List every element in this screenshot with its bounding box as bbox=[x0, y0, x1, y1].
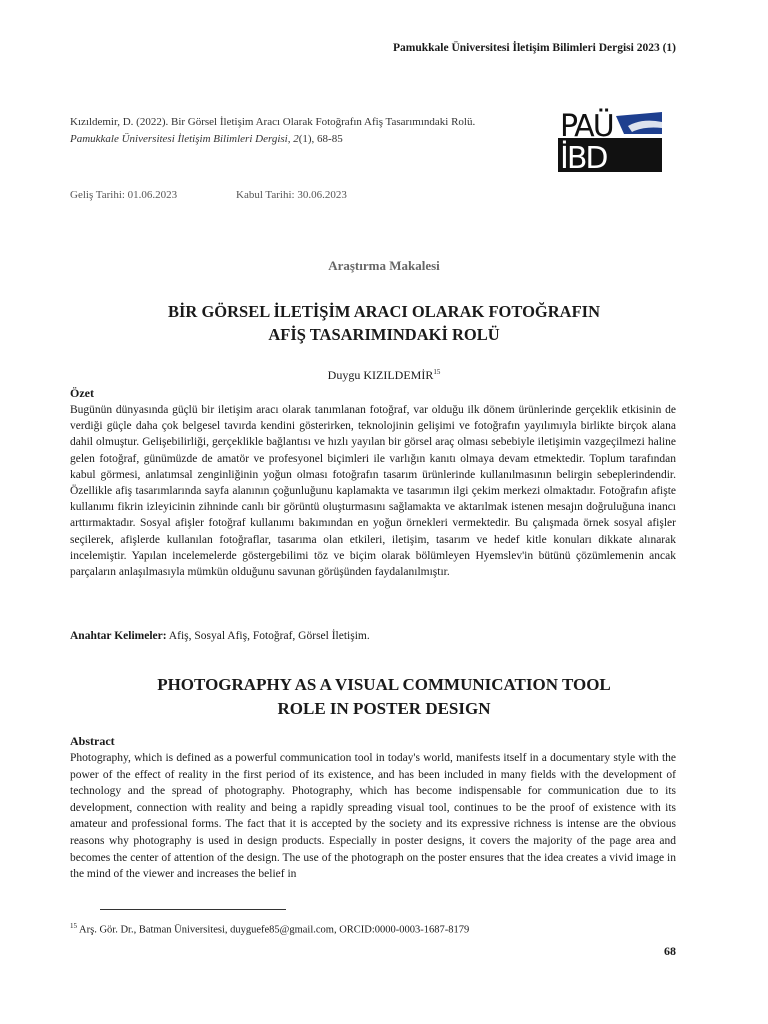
title-tr-line2: AFİŞ TASARIMINDAKİ ROLÜ bbox=[268, 325, 500, 344]
title-tr-line1: BİR GÖRSEL İLETİŞİM ARACI OLARAK FOTOĞRAFIN bbox=[168, 302, 600, 321]
logo-bottom-text: İBD bbox=[560, 141, 607, 172]
abstract-text: Photography, which is defined as a powerful communication tool in today's world, manifests itself in a documentary style with the power of the effect of reality in the first period of its existence, and has been included in many fields with the development of technology and the spread of photography. Photography, which has become indispensable for communication due to its development, connection with reality and being a rapidly spreading visual tool, continues to be the proof of existence with its amateur and professional forms. The fact that it is accepted by the society and its expressive richness is intense are the obvious reasons why photography is used in design products. Especially in poster designs, it covers the majority of the page area and becomes the center of attention of the design. The use of the photograph on the poster ensures that the idea creates a vivid image in the mind of the viewer and increases the belief in bbox=[70, 752, 676, 881]
author-name: Duygu KIZILDEMİR bbox=[327, 368, 434, 382]
footnote-mark: 15 bbox=[70, 922, 77, 930]
accepted-date: Kabul Tarihi: 30.06.2023 bbox=[236, 189, 347, 201]
article-type: Araştırma Makalesi bbox=[328, 258, 440, 273]
citation bbox=[70, 114, 475, 148]
dates bbox=[70, 189, 347, 201]
footnote bbox=[70, 922, 469, 936]
author-footnote-mark: 15 bbox=[433, 368, 441, 376]
title-english bbox=[0, 673, 768, 721]
ozet-text: Bugünün dünyasında güçlü bir iletişim aracı olarak tanımlanan fotoğraf, var olduğu ilk dönem ürünlerinde gerçeklik etkisinin de verdiği güçle daha çok belgesel tavırda kendini gösterirken, teknolojinin gelişimi ve fotoğrafın yayılımıyla birlikte birçok alana dahil olmuştur. Gelişebilirliği, gerçeklikle bağlantısı ve hızlı yayılan bir görsel araç olması sebebiyle iletişimin vazgeçilmezi haline gelen fotoğraf, günümüzde de amatör ve profesyonel biçimleri ile varlığın kanıtı olmaya devam etmektedir. Toplum tarafından kabul görmesi, anlatımsal zenginliğinin yoğun olması fotoğrafın tasarım ürünlerinde kullanılmasının belirgin sebeplerindendir. Özellikle afiş tasarımlarında sayfa alanının çoğunluğunu kaplamakta ve tasarımın ilgi çekim merkezi olmaktadır. Fotoğrafın afişte kullanımı fikrin izleyicinin zihninde canlı bir görüntü oluşturmasını sağlamakta ve aktarılmak istenen mesajın doğruluğuna inancı arttırmaktadır. Sosyal afişler fotoğraf kullanımı bakımından en yoğun örnekleri vermektedir. Bu çalışmada örnek sosyal afişler seçilerek, afişlerde kullanılan fotoğraflar, tasarıma olan etkileri, iletişim, tasarım ve hedef kitle konuları dikkate alınarak incelemiştir. Yapılan incelemelerde göstergebilimi töz ve biçim olarak bölümleyen Hyemslev'in bütünü çözümlemenin ancak parçaların anlaşılmasıyla mümkün olduğunu savunan görüşünden faydalanılmıştır. bbox=[70, 404, 676, 579]
keywords-label: Anahtar Kelimeler: bbox=[70, 630, 167, 642]
journal-logo bbox=[558, 104, 662, 172]
citation-issue-pages: (1), 68-85 bbox=[298, 133, 343, 145]
logo-top-text: PAÜ bbox=[560, 109, 613, 144]
citation-line1: Kızıldemir, D. (2022). Bir Görsel İletişim Aracı Olarak Fotoğrafın Afiş Tasarımındaki Rolü. bbox=[70, 116, 476, 128]
received-date: Geliş Tarihi: 01.06.2023 bbox=[70, 189, 178, 201]
footnote-divider bbox=[100, 909, 286, 910]
title-en-line1: PHOTOGRAPHY AS A VISUAL COMMUNICATION TOOL bbox=[157, 675, 611, 694]
author bbox=[0, 368, 768, 383]
citation-journal: Pamukkale Üniversitesi İletişim Bilimleri Dergisi, bbox=[70, 133, 291, 145]
ozet-heading: Özet bbox=[70, 386, 94, 400]
citation-volume: 2 bbox=[293, 133, 299, 145]
page-number: 68 bbox=[664, 944, 676, 958]
citation-line2 bbox=[70, 131, 475, 148]
title-en-line2: ROLE IN POSTER DESIGN bbox=[277, 699, 491, 718]
keywords-tr bbox=[70, 630, 370, 642]
journal-header: Pamukkale Üniversitesi İletişim Bilimleri Dergisi 2023 (1) bbox=[393, 42, 676, 54]
title-turkish bbox=[0, 300, 768, 346]
abstract-heading: Abstract bbox=[70, 734, 115, 748]
footnote-text: Arş. Gör. Dr., Batman Üniversitesi, duyguefe85@gmail.com, ORCID:0000-0003-1687-8179 bbox=[77, 924, 470, 936]
keywords-value: Afiş, Sosyal Afiş, Fotoğraf, Görsel İletişim. bbox=[166, 630, 370, 642]
